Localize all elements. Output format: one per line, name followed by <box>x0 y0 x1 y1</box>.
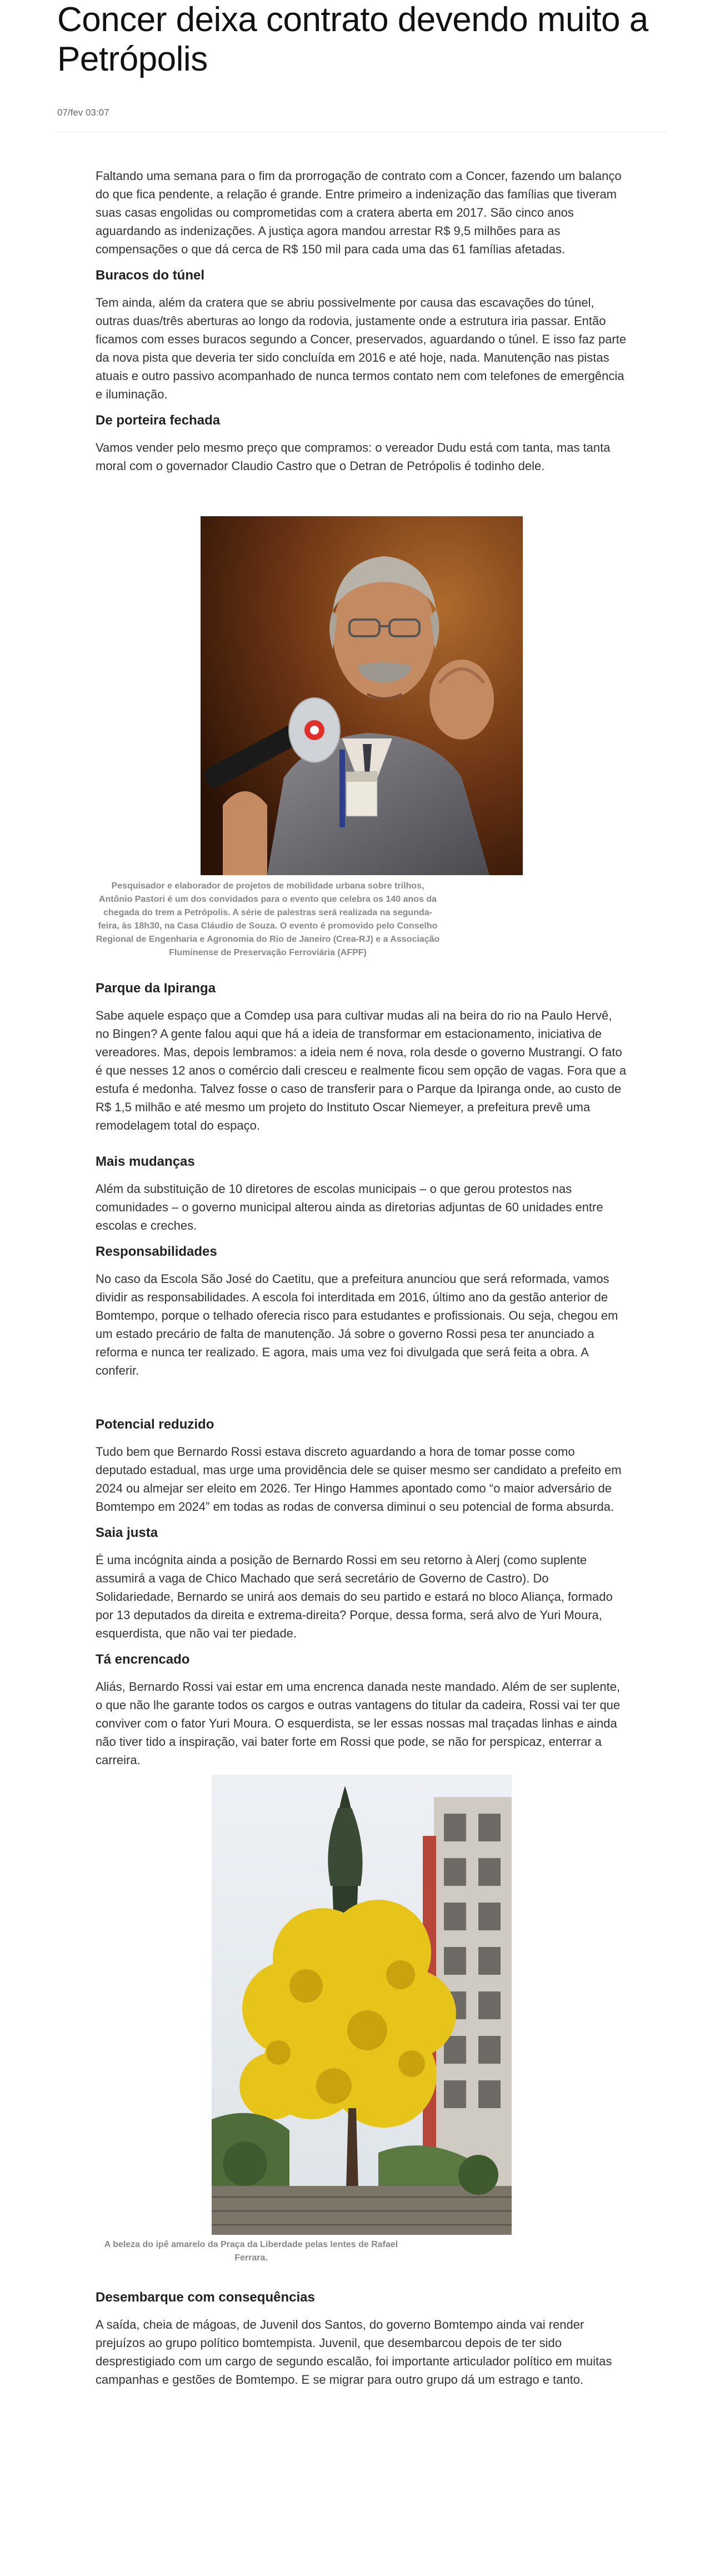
figure-caption: Pesquisador e elaborador de projetos de mobilidade urbana sobre trilhos, Antônio Pastori é um dos convidados para o evento que celebra os 140 anos da chegada do trem a Petrópolis. A série de palestras será realizada na segunda-feira, às 18h30, na Casa Cláudio de Souza. O evento é promovido pelo Conselho Regional de Engenharia e Agronomia do Rio de Janeiro (Crea-RJ) e a Associação Fluminense de Preservação Ferroviária (AFPF) <box>96 881 440 957</box>
section-paragraph: Aliás, Bernardo Rossi vai estar em uma encrenca danada neste mandado. Além de ser suplente, o que não lhe garante todos os cargos e outras vantagens do titular da cadeira, Rossi vai ter que conviver com o fator Yuri Moura. O esquerdista, se ler essas nossas mal traçadas linhas e ainda não tiver tido a inspiração, vai bater forte em Rossi que pode, se não for perspicaz, enterrar a carreira. <box>96 1680 621 1767</box>
section-heading: Saia justa <box>96 1525 158 1540</box>
section-paragraph: No caso da Escola São José do Caetitu, que a prefeitura anunciou que será reformada, vamos dividir as responsabilidades. A escola foi interditada em 2016, último ano da gestão anterior de Bomtempo, porque o telhado oferecia risco para estudantes e profissionais. Ou seja, chegou em um estado precário de falta de manutenção. Já sobre o governo Rossi pesa ter anunciado a reforma e nunca ter realizado. E agora, mais uma vez foi divulgada que será feita a obra. A conferir. <box>96 1272 618 1377</box>
section-heading: Parque da Ipiranga <box>96 981 216 996</box>
publish-date: 07/fev 03:07 <box>57 107 109 118</box>
figure-ipe-tree <box>96 1775 628 2265</box>
section-paragraph: É uma incógnita ainda a posição de Bernardo Rossi em seu retorno à Alerj (como suplente assumirá a vaga de Chico Machado que será secretário de Governo de Castro). Do Solidariedade, Bernardo se unirá aos demais do seu partido e estará no bloco Aliança, formado por 13 deputados da direita e extrema-direita? Porque, dessa forma, será alvo de Yuri Moura, esquerdista, que não vai ter piedade. <box>96 1553 613 1640</box>
section-heading: Responsabilidades <box>96 1244 217 1259</box>
section-paragraph: A saída, cheia de mágoas, de Juvenil dos Santos, do governo Bomtempo ainda vai render prejuízos ao grupo político bomtempista. Juvenil, que desembarcou depois de ter sido desprestigiado com um cargo de segundo escalão, foi importante articulador político em muitas campanhas e gestões de Bomtempo. E se migrar para outro grupo dá um estrago e tanto. <box>96 2318 612 2387</box>
section-paragraph: Além da substituição de 10 diretores de escolas municipais – o que gerou protestos nas comunidades – o governo municipal alterou ainda as diretorias adjuntas de 60 unidades entre escolas e creches. <box>96 1182 603 1232</box>
section-heading: Mais mudanças <box>96 1154 195 1169</box>
section-heading: Desembarque com consequências <box>96 2290 315 2305</box>
article-title: Concer deixa contrato devendo muito a Petrópolis <box>57 1 648 78</box>
section-paragraph: Sabe aquele espaço que a Comdep usa para cultivar mudas ali na beira do rio na Paulo Hervê, no Bingen? A gente falou aqui que há a ideia de transformar em estacionamento, iniciativa de vereadores. Mas, depois lembramos: a ideia nem é nova, rola desde o governo Mustrangi. O fato é que nesses 12 anos o comércio dali cresceu e realmente ficou sem opção de vagas. Fora que a estufa é medonha. Talvez fosse o caso de transferir para o Parque da Ipiranga onde, ao custo de R$ 1,5 milhão e até mesmo um projeto do Instituto Oscar Niemeyer, a prefeitura prevê uma remodelagem total do espaço. <box>96 1009 627 1132</box>
section-heading: Tá encrencado <box>96 1652 190 1667</box>
photo-speaker-microphone <box>201 516 523 875</box>
photo-yellow-ipe-tree <box>212 1775 512 2235</box>
article-body <box>96 167 628 2389</box>
section-paragraph: Tudo bem que Bernardo Rossi estava discreto aguardando a hora de tomar posse como deputado estadual, mas urge uma providência dele se quiser mesmo ser candidato a prefeito em 2024 ou almejar ser eleito em 2026. Ter Hingo Hammes apontado como “o maior adversário de Bomtempo em 2024” em todas as rodas de conversa diminui o seu potencial de forma absurda. <box>96 1445 622 1514</box>
intro-paragraph: Faltando uma semana para o fim da prorrogação de contrato com a Concer, fazendo um balanço do que fica pendente, a relação é grande. Entre primeiro a indenização das famílias que tiveram suas casas engolidas ou comprometidas com a cratera aberta em 2017. São cinco anos aguardando as indenizações. A justiça agora mandou arrestar R$ 9,5 milhões para as compensações o que dá cerca de R$ 150 mil para cada uma das 61 famílias afetadas. <box>96 169 622 256</box>
figure-speaker <box>96 516 628 960</box>
section-heading: De porteira fechada <box>96 413 221 428</box>
section-paragraph: Vamos vender pelo mesmo preço que compramos: o vereador Dudu está com tanta, mas tanta moral com o governador Claudio Castro que o Detran de Petrópolis é todinho dele. <box>96 441 611 473</box>
section-paragraph: Tem ainda, além da cratera que se abriu possivelmente por causa das escavações do túnel, outras duas/três aberturas ao longo da rodovia, justamente onde a estrutura iria passar. Então ficamos com esses buracos segundo a Concer, preservados, aguardando o túnel. E isso faz parte da nova pista que deveria ter sido concluída em 2016 e até hoje, nada. Manutenção nas pistas atuais e outro passivo acompanhado de nunca termos contato nem com telefones de emergência e iluminação. <box>96 296 627 401</box>
section-heading: Potencial reduzido <box>96 1417 214 1432</box>
figure-caption: A beleza do ipê amarelo da Praça da Liberdade pelas lentes de Rafael Ferrara. <box>104 2240 398 2263</box>
section-heading: Buracos do túnel <box>96 268 205 283</box>
